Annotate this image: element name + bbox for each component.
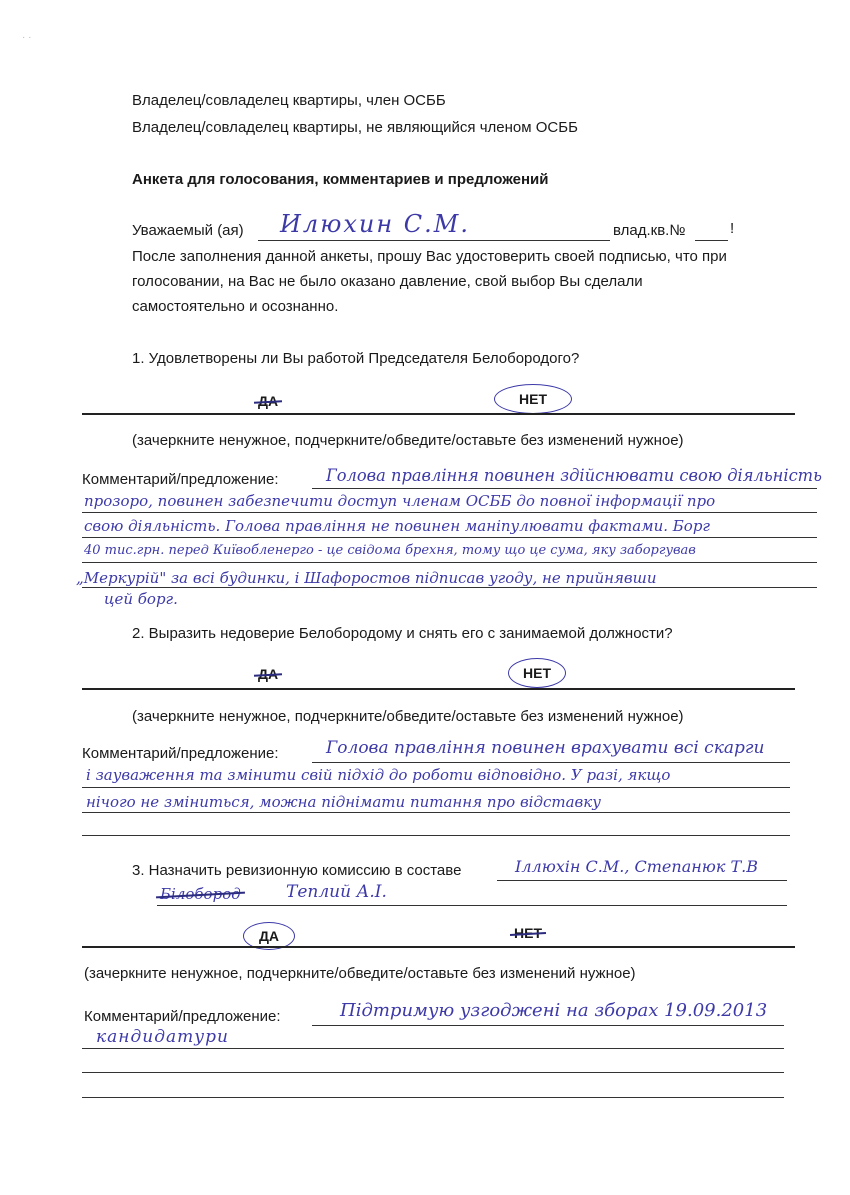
q3-no-struck: НЕТ: [514, 925, 542, 941]
scan-speck: · ·: [22, 32, 32, 43]
q1-comment-line-5: [82, 587, 817, 588]
q2-no-circled: НЕТ: [508, 658, 566, 688]
q1-yes-struck: ДА: [258, 393, 279, 409]
q2-hw-1: Голова правління повинен врахувати всі скарги: [326, 738, 765, 758]
q1-hw-6: цей борг.: [104, 590, 178, 608]
header-line-member: Владелец/совладелец квартиры, член ОСББ: [132, 92, 446, 109]
q3-comment-line-4: [82, 1097, 784, 1098]
question-2-text: 2. Выразить недоверие Белобородому и снять его с занимаемой должности?: [132, 625, 673, 642]
q3-comment-line-3: [82, 1072, 784, 1073]
q2-comment-line-2: [82, 787, 790, 788]
greeting-prefix: Уважаемый (ая): [132, 222, 244, 239]
q1-comment-line-3: [82, 537, 817, 538]
apartment-number-underline: [695, 240, 728, 241]
q3-members-line-2: [157, 905, 787, 906]
q2-comment-line-4: [82, 835, 790, 836]
q1-hw-3: свою діяльність. Голова правління не повинен маніпулювати фактами. Борг: [84, 517, 711, 535]
handwritten-name: Илюхин С.М.: [280, 210, 470, 238]
q3-comment-line-2: [82, 1048, 784, 1049]
q3-comment-label: Комментарий/предложение:: [84, 1008, 281, 1025]
q1-comment-line-4: [82, 562, 817, 563]
q1-hw-1: Голова правління повинен здійснювати свою діяльність: [326, 466, 822, 486]
question-3-text: 3. Назначить ревизионную комиссию в составе: [132, 862, 462, 879]
q2-comment-line-3: [82, 812, 790, 813]
intro-line-3: самостоятельно и осознанно.: [132, 298, 339, 315]
q3-comment-line-1: [312, 1025, 784, 1026]
q3-yes-circled: ДА: [243, 922, 295, 950]
header-line-nonmember: Владелец/совладелец квартиры, не являющийся членом ОСББ: [132, 119, 578, 136]
question-1-text: 1. Удовлетворены ли Вы работой Председателя Белобородого?: [132, 350, 580, 367]
q2-hw-2: і зауваження та змінити свій підхід до роботи відповідно. У разі, якщо: [86, 766, 671, 784]
form-title: Анкета для голосования, комментариев и предложений: [132, 171, 549, 188]
apartment-label: влад.кв.№: [613, 222, 686, 239]
q1-comment-label: Комментарий/предложение:: [82, 471, 279, 488]
q3-members-line-1: [497, 880, 787, 881]
q1-comment-line-1: [312, 488, 817, 489]
q2-instruction: (зачеркните ненужное, подчеркните/обведите/оставьте без изменений нужное): [132, 708, 684, 725]
q1-divider: [82, 413, 795, 415]
q3-hw-2: кандидатури: [96, 1027, 229, 1047]
q1-instruction: (зачеркните ненужное, подчеркните/обведите/оставьте без изменений нужное): [132, 432, 684, 449]
q1-hw-5: „Меркурій" за всі будинки, і Шафоростов підписав угоду, не прийнявши: [76, 569, 657, 587]
q2-comment-line-1: [312, 762, 790, 763]
intro-line-2: голосовании, на Вас не было оказано давление, свой выбор Вы сделали: [132, 273, 643, 290]
q1-hw-2: прозоро, повинен забезпечити доступ членам ОСББ до повної інформації про: [84, 492, 716, 510]
intro-line-1: После заполнения данной анкеты, прошу Вас удостоверить своей подписью, что при: [132, 248, 727, 265]
q2-divider: [82, 688, 795, 690]
q3-hw-struck-name: Білобород: [160, 885, 241, 903]
q2-comment-label: Комментарий/предложение:: [82, 745, 279, 762]
q1-no-circled: НЕТ: [494, 384, 572, 414]
q3-hw-1: Підтримую узгоджені на зборах 19.09.2013: [340, 1000, 768, 1021]
q1-comment-line-2: [82, 512, 817, 513]
q2-yes-struck: ДА: [258, 666, 279, 682]
q3-hw-members-1: Іллюхін С.М., Степанюк Т.В: [515, 857, 759, 876]
name-underline: [258, 240, 610, 241]
q1-hw-4: 40 тис.грн. перед Київобленерго - це свідома брехня, тому що це сума, яку заборгував: [84, 543, 696, 558]
q3-hw-members-2: Теплий А.І.: [286, 882, 387, 902]
greeting-exclamation: !: [730, 220, 735, 237]
q2-hw-3: нічого не зміниться, можна піднімати питання про відставку: [86, 793, 601, 811]
q3-divider: [82, 946, 795, 948]
q3-instruction: (зачеркните ненужное, подчеркните/обведите/оставьте без изменений нужное): [84, 965, 636, 982]
